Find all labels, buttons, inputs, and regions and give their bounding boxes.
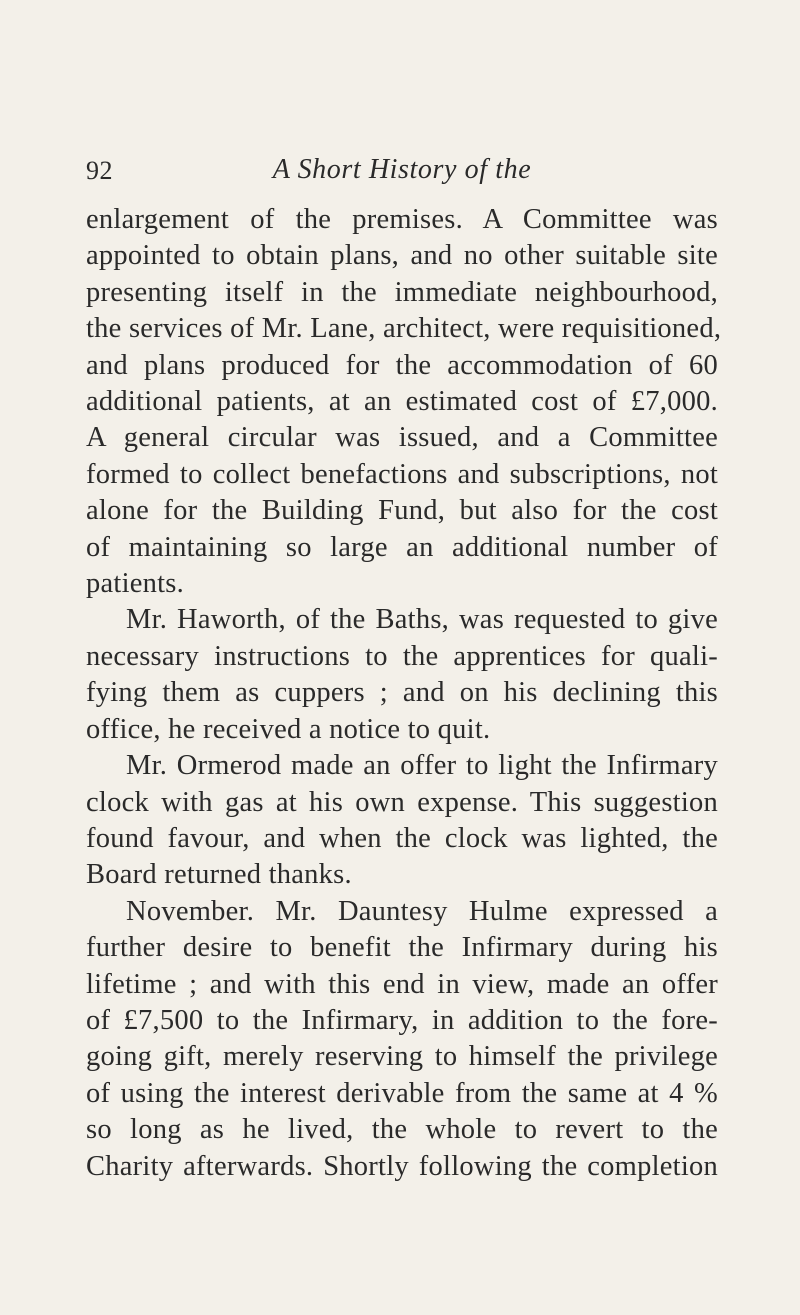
text-line: presenting itself in the immediate neighbourhood,: [86, 276, 718, 308]
text-line: November. Mr. Dauntesy Hulme expressed a: [126, 895, 718, 927]
text-line: alone for the Building Fund, but also for the cost: [86, 495, 718, 527]
text-line: the services of Mr. Lane, architect, were requisitioned,: [86, 313, 722, 345]
text-line: of £7,500 to the Infirmary, in addition to the fore-: [86, 1004, 718, 1036]
text-line: Mr. Ormerod made an offer to light the Infirmary: [126, 750, 718, 782]
text-line: going gift, merely reserving to himself the privilege: [86, 1041, 718, 1073]
page-header: [86, 150, 718, 194]
text-line: office, he received a notice to quit.: [86, 713, 491, 745]
text-line: and plans produced for the accommodation of 60: [86, 349, 718, 381]
text-line: A general circular was issued, and a Committee: [86, 422, 718, 454]
text-line: found favour, and when the clock was lighted, the: [86, 822, 718, 854]
text-line: necessary instructions to the apprentices for quali-: [86, 640, 718, 672]
text-line: Board returned thanks.: [86, 859, 352, 891]
text-line: patients.: [86, 568, 185, 600]
text-line: lifetime ; and with this end in view, made an offer: [86, 968, 718, 1000]
text-line: of using the interest derivable from the same at 4 %: [86, 1077, 718, 1109]
text-line: further desire to benefit the Infirmary during his: [86, 932, 718, 964]
text-line: so long as he lived, the whole to revert to the: [86, 1114, 718, 1146]
text-line: appointed to obtain plans, and no other suitable site: [86, 240, 718, 272]
text-line: additional patients, at an estimated cost of £7,000.: [86, 386, 718, 418]
text-line: fying them as cuppers ; and on his declining this: [86, 677, 718, 709]
text-line: Charity afterwards. Shortly following the completion: [86, 1150, 718, 1182]
text-line: Mr. Haworth, of the Baths, was requested to give: [126, 604, 718, 636]
text-line: clock with gas at his own expense. This suggestion: [86, 786, 718, 818]
running-title: A Short History of the: [272, 154, 532, 185]
body-text: [86, 202, 722, 1185]
page-number: 92: [86, 156, 113, 185]
text-line: enlargement of the premises. A Committee was: [86, 204, 718, 235]
text-line: formed to collect benefactions and subscriptions, not: [86, 458, 718, 490]
text-line: of maintaining so large an additional number of: [86, 531, 718, 563]
